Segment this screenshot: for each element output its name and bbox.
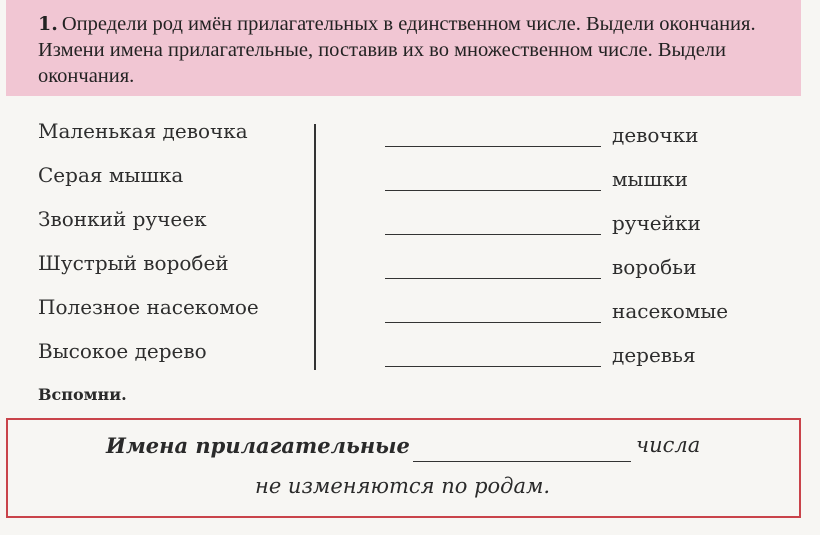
answer-blank[interactable] — [385, 234, 601, 235]
plural-noun: деревья — [612, 343, 696, 367]
answer-row — [385, 160, 805, 204]
rule-line-2: не изменяются по родам. — [255, 474, 551, 498]
plural-noun: девочки — [612, 123, 699, 147]
answer-row — [385, 336, 805, 380]
plural-answers-column — [385, 116, 805, 380]
rule-line-1 — [106, 433, 410, 458]
column-divider — [314, 124, 316, 370]
answer-blank[interactable] — [385, 190, 601, 191]
singular-phrase: Полезное насекомое — [38, 295, 259, 319]
task-instructions — [38, 11, 793, 89]
singular-phrases-column — [38, 116, 259, 380]
plural-noun: ручейки — [612, 211, 701, 235]
answer-blank[interactable] — [385, 146, 601, 147]
singular-phrase: Серая мышка — [38, 163, 184, 187]
rule-part-2: числа — [636, 433, 701, 457]
singular-phrase: Шустрый воробей — [38, 251, 229, 275]
rule-part-1: Имена прилагательные — [106, 433, 410, 458]
task-number: 1. — [38, 13, 58, 35]
singular-phrase: Звонкий ручеек — [38, 207, 207, 231]
answer-row — [385, 116, 805, 160]
plural-noun: мышки — [612, 167, 688, 191]
answer-row — [385, 292, 805, 336]
singular-phrase: Высокое дерево — [38, 339, 207, 363]
rule-blank[interactable] — [413, 461, 631, 462]
remember-label: Вспомни. — [38, 385, 127, 404]
answer-blank[interactable] — [385, 322, 601, 323]
answer-row — [385, 248, 805, 292]
plural-noun: насекомые — [612, 299, 729, 323]
answer-blank[interactable] — [385, 278, 601, 279]
singular-phrase: Маленькая девочка — [38, 119, 248, 143]
answer-row — [385, 204, 805, 248]
plural-noun: воробьи — [612, 255, 697, 279]
task-text: Определи род имён прилагательных в единственном числе. Выдели окончания. Измени имена прилагательные, поставив их во множественном числе. Выдели окончания. — [38, 13, 756, 87]
answer-blank[interactable] — [385, 366, 601, 367]
